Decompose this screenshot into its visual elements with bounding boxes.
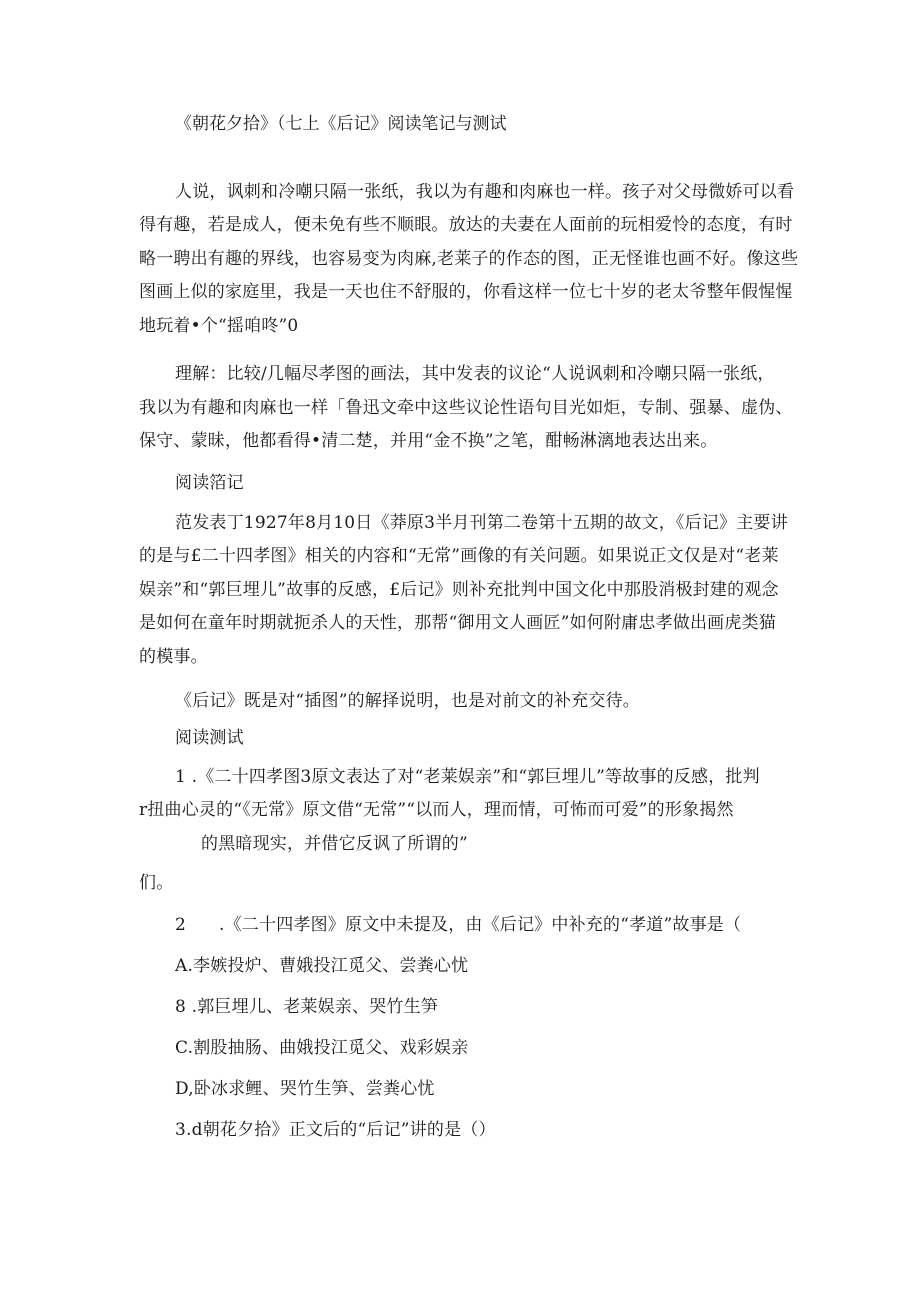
question-2-stem: .《二十四孝图》原文中未提及，由《后记》中补充的“孝道”故事是（ — [219, 915, 742, 935]
notes-heading: 阅读箔记 — [175, 473, 244, 493]
paragraph-line: 地玩着•个“摇咱咚”0 — [139, 316, 299, 336]
question-2-option: D,卧冰求鲤、哭竹生笋、尝粪心忧 — [175, 1079, 435, 1099]
paragraph-line: 得有趣，若是成人，便未免有些不顺眼。放达的夫妻在人面前的玩相爱怜的态度，有时 — [139, 215, 793, 235]
notes-line: 娱亲”和“郭巨埋儿”故事的反感，£后记》则补充批判中国文化中那股消极封建的观念 — [139, 580, 779, 600]
question-1-line: r扭曲心灵的“《无常》原文借“无常”“以而人，理而情，可怖而可爱”的形象揭然 — [139, 800, 734, 820]
question-1-line: 1 .《二十四孝图3原文表达了对“老莱娱亲”和“郭巨埋儿”等故事的反感，批判 — [175, 767, 760, 787]
notes-line: 是如何在童年时期就扼杀人的天性，那帮“御用文人画匠”如何附庸忠孝做出画虎类猫 — [139, 613, 776, 633]
notes-line: 《后记》既是对“插图”的解择说明，也是对前文的补充交待。 — [175, 691, 640, 711]
paragraph-line: 图画上似的家庭里，我是一天也住不舒服的，你看这样一位七十岁的老太爷整年假惺惺 — [139, 282, 793, 302]
question-2-number: 2 — [175, 915, 187, 935]
page-title: 《朝花夕拾》（七上《后记》阅读笔记与测试 — [175, 114, 507, 134]
notes-line: 范发表丁1927年8月10日《莽原3半月刊第二卷第十五期的故文，《后记》主要讲 — [175, 513, 788, 533]
question-2-option: C.割股抽肠、曲娥投江觅父、戏彩娱亲 — [175, 1038, 469, 1058]
notes-line: 的模事。 — [139, 647, 208, 667]
question-2-option: 8 .郭巨埋儿、老莱娱亲、哭竹生笋 — [175, 997, 439, 1017]
question-2-option: A.李嫉投炉、曹娥投江觅父、尝粪心忧 — [175, 956, 469, 976]
understanding-line: 保守、蒙昧，他都看得•清二楚，并用“金不换”之笔，酣畅淋漓地表达出来。 — [139, 431, 718, 451]
question-1-line: 们。 — [139, 873, 174, 893]
paragraph-line: 略一聘出有趣的界线，也容易变为肉麻,老莱子的作态的图，正无怪谁也画不好。像这些 — [139, 249, 799, 269]
question-1-line: 的黑暗现实，并借它反讽了所谓的” — [201, 834, 468, 854]
understanding-line: 理解：比较/几幅尽孝图的画法，其中发表的议论“人说讽刺和冷嘲只隔一张纸， — [175, 364, 775, 384]
understanding-line: 我以为有趣和肉麻也一样「鲁迅文牵中这些议论性语句目光如炬，专制、强暴、虚伪、 — [139, 398, 793, 418]
notes-line: 的是与£二十四孝图》相关的内容和“无常”画像的有关问题。如果说正文仅是对“老莱 — [139, 546, 779, 566]
test-heading: 阅读测试 — [175, 728, 244, 748]
paragraph-line: 人说，讽刺和冷嘲只隔一张纸，我以为有趣和肉麻也一样。孩子对父母微娇可以看 — [175, 182, 795, 202]
question-3: 3.d朝花夕拾》正文后的“后记”讲的是（） — [175, 1120, 496, 1140]
